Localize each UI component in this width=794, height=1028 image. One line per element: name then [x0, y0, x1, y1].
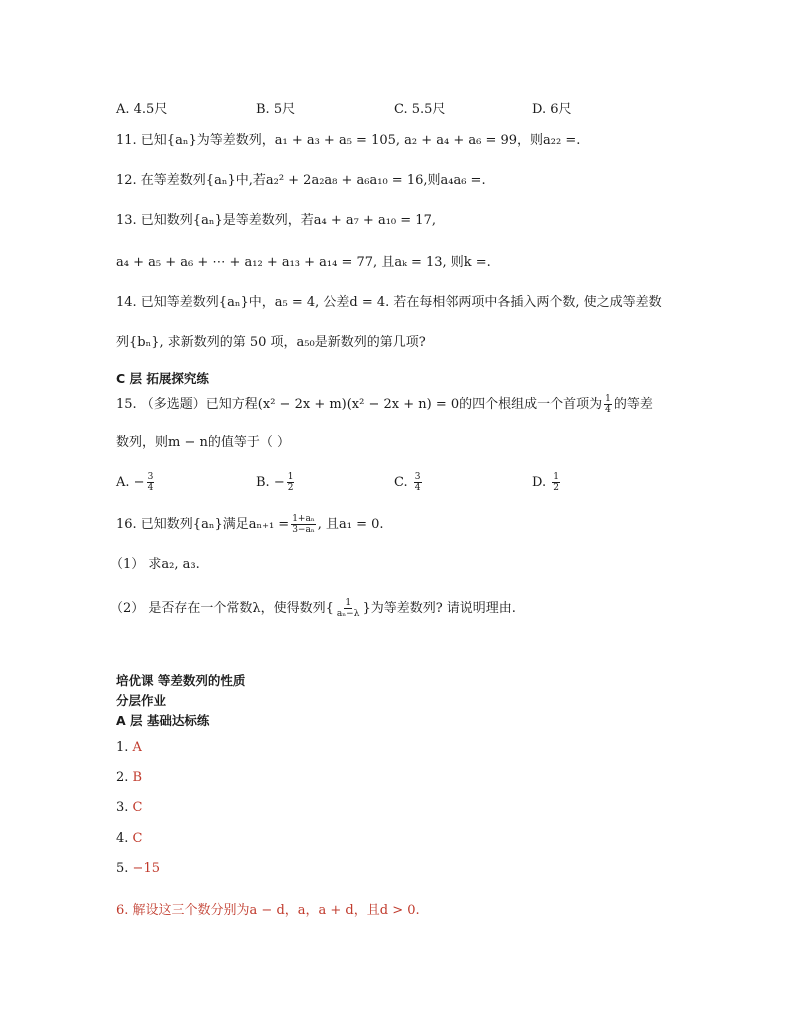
answer-value: B: [132, 770, 143, 785]
q10-option-a: A. 4.5尺: [116, 102, 168, 117]
answer-number: 1.: [116, 740, 129, 755]
fraction-denominator: 4: [147, 483, 154, 493]
option-sign: −: [133, 475, 145, 490]
option-fraction: [414, 472, 422, 493]
option-label: C.: [394, 475, 408, 490]
answer-item: [116, 860, 160, 878]
question-15-text-pre: 15. （多选题）已知方程(x² − 2x + m)(x² − 2x + n) = 0的四个根组成一个首项为: [116, 397, 603, 412]
question-16-part-2: [110, 598, 516, 619]
question-14-line1: 14. 已知等差数列{aₙ}中，a₅ = 4, 公差d = 4. 若在每相邻两项中各插入两个数, 使之成等差数: [116, 295, 662, 310]
question-15-line2: 数列，则m − n的值等于（ ）: [116, 435, 290, 450]
answer-value: A: [132, 740, 142, 755]
answer-value: C: [132, 831, 143, 846]
q10-option-b: B. 5尺: [256, 102, 296, 117]
question-15-text-post: 的等差: [613, 397, 653, 412]
fraction-denominator: 3−aₙ: [292, 525, 315, 535]
option-label: D.: [532, 475, 547, 490]
answer-item: [116, 739, 142, 757]
fraction-denominator: 2: [287, 483, 294, 493]
question-16-part-1: （1） 求a₂, a₃.: [110, 557, 200, 572]
option-label: A.: [116, 475, 130, 490]
fraction-numerator: 1: [553, 472, 559, 482]
answer-item: [116, 769, 142, 787]
question-16: [116, 514, 384, 535]
answer-6: 6. 解设这三个数分别为a − d，a，a + d，且d > 0.: [116, 903, 420, 918]
fraction-numerator: 1+aₙ: [292, 514, 315, 524]
fraction-denominator: aₙ−λ: [336, 609, 360, 619]
answer-number: 5.: [116, 861, 129, 876]
answer-value: C: [132, 800, 143, 815]
option-label: B.: [256, 475, 270, 490]
fraction-denominator: 4: [414, 483, 421, 493]
question-12: 12. 在等差数列{aₙ}中,若a₂² + 2a₂a₈ + a₆a₁₀ = 16,则a₄a₆ =.: [116, 173, 486, 188]
question-15-line1: [116, 394, 653, 415]
question-16-text-pre: 16. 已知数列{aₙ}满足aₙ₊₁ =: [116, 517, 290, 532]
option-fraction: [552, 472, 560, 493]
answer-number: 3.: [116, 800, 129, 815]
question-16-part-2-fraction: [336, 598, 361, 619]
q10-option-c: C. 5.5尺: [394, 102, 446, 117]
fraction-numerator: 3: [147, 472, 154, 482]
answer-number: 4.: [116, 831, 129, 846]
question-13-line1: 13. 已知数列{aₙ}是等差数列，若a₄ + a₇ + a₁₀ = 17,: [116, 213, 436, 228]
fraction-denominator: 4: [605, 405, 611, 415]
fraction-numerator: 1: [605, 394, 611, 404]
fraction-numerator: 1: [345, 598, 352, 608]
q15-option-d: [532, 472, 562, 493]
answer-section-a: A 层 基础达标练: [116, 713, 210, 728]
question-11: 11. 已知{aₙ}为等差数列，a₁ + a₃ + a₅ = 105, a₂ + a₄ + a₆ = 99，则a₂₂ =.: [116, 133, 581, 148]
q15-option-c: [394, 472, 424, 493]
q15-option-a: [116, 472, 156, 493]
question-16-text-post: , 且a₁ = 0.: [317, 517, 384, 532]
q15-option-b: [256, 472, 296, 493]
option-fraction: [147, 472, 155, 493]
section-c-heading: C 层 拓展探究练: [116, 371, 209, 386]
answer-item: [116, 799, 143, 817]
fraction-numerator: 1: [287, 472, 294, 482]
answer-title: 培优课 等差数列的性质: [116, 673, 246, 688]
answer-subtitle: 分层作业: [116, 693, 167, 708]
question-16-part-2-post: }为等差数列? 请说明理由.: [362, 601, 516, 616]
answer-number: 2.: [116, 770, 129, 785]
question-14-line2: 列{bₙ}, 求新数列的第 50 项，a₅₀是新数列的第几项?: [116, 335, 426, 350]
question-13-line2: a₄ + a₅ + a₆ + ⋯ + a₁₂ + a₁₃ + a₁₄ = 77, 且aₖ = 13, 则k =.: [116, 255, 491, 270]
question-16-part-2-pre: （2） 是否存在一个常数λ，使得数列{: [110, 601, 334, 616]
answer-value: −15: [132, 861, 160, 876]
option-sign: −: [273, 475, 285, 490]
question-16-fraction: [291, 514, 316, 535]
option-fraction: [287, 472, 295, 493]
question-15-fraction: [604, 394, 612, 415]
fraction-denominator: 2: [553, 483, 559, 493]
q10-option-d: D. 6尺: [532, 102, 572, 117]
answer-item: [116, 830, 143, 848]
fraction-numerator: 3: [414, 472, 421, 482]
